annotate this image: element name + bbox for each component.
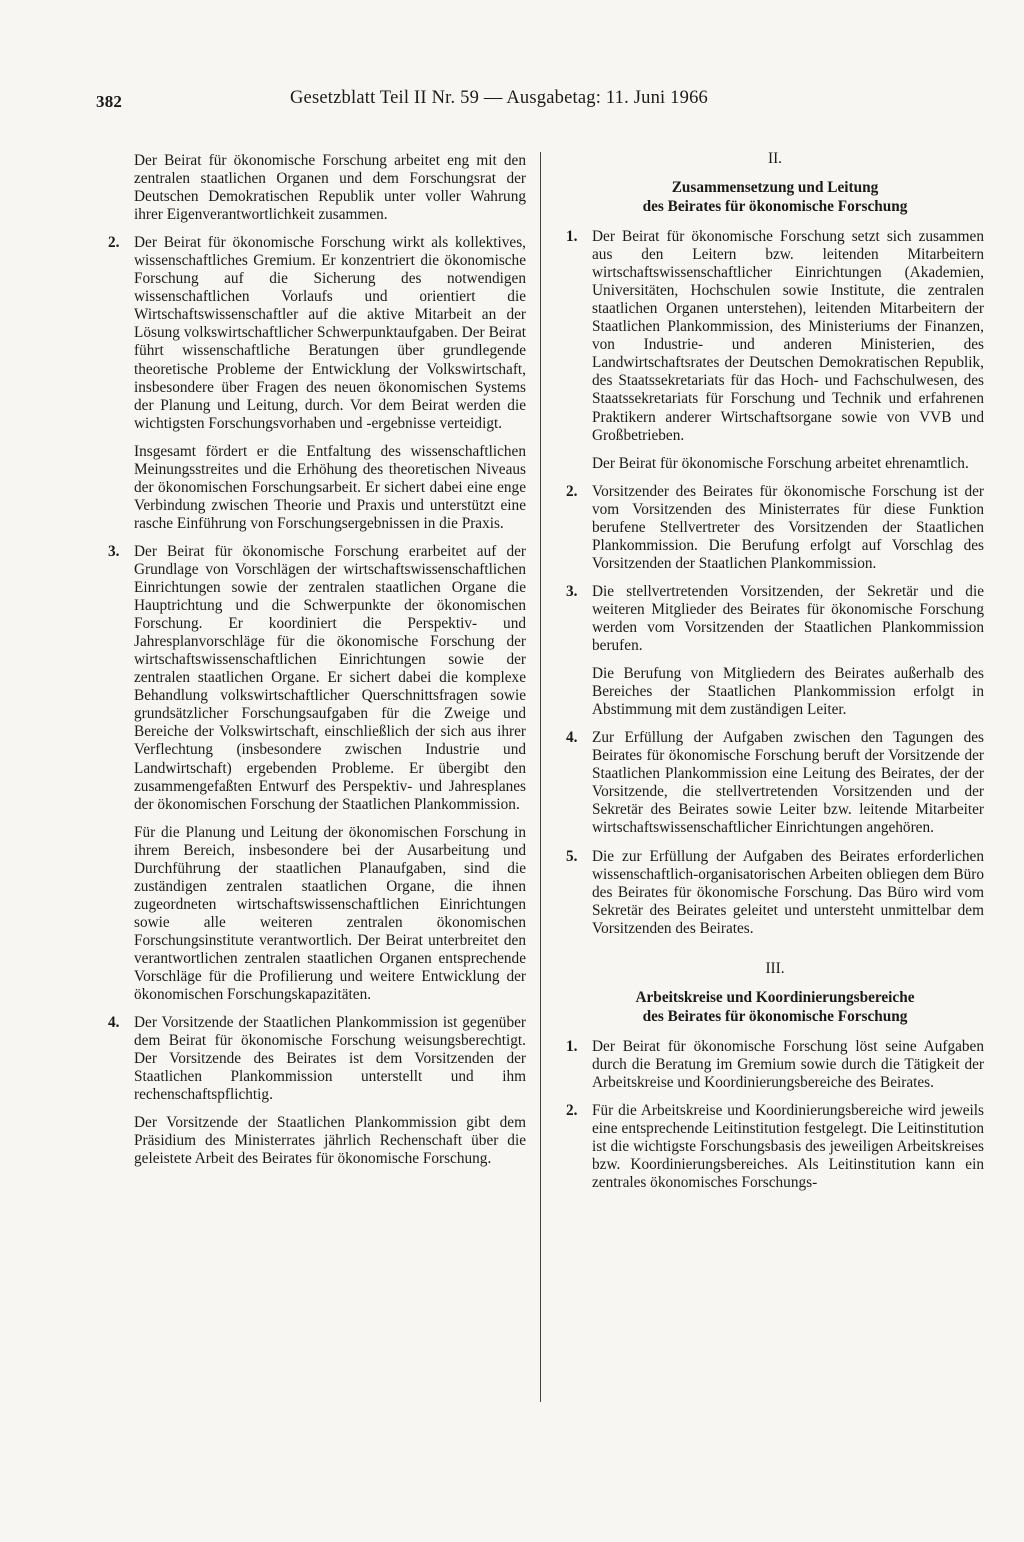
section-heading bbox=[566, 178, 984, 216]
paragraph: Vorsitzender des Beirates für ökonomische Forschung ist der vom Vorsitzenden des Ministerrates für diese Funktion berufene Stellvertreter des Vorsitzenden der Staatlichen Plankommission. Die Berufung erfolgt auf Vorschlag des Vorsitzenden der Staatlichen Plankommission. bbox=[592, 482, 984, 572]
section-number: II. bbox=[767, 150, 782, 167]
item-number: 5. bbox=[566, 847, 578, 865]
paragraph: Der Vorsitzende der Staatlichen Plankommission gibt dem Präsidium des Ministerrates jährlich Rechenschaft über die geleistete Arbeit des Beirates für ökonomische Forschung. bbox=[134, 1114, 526, 1168]
section-heading-line: des Beirates für ökonomische Forschung bbox=[642, 198, 908, 216]
paragraph: Insgesamt fördert er die Entfaltung des wissenschaftlichen Meinungsstreites und die Erhöhung des theoretischen Niveaus der ökonomischen Forschungsarbeit. Er sichert dabei eine enge Verbindung zwischen Theorie und Praxis und unterstützt eine rasche Einführung von Forschungsergebnissen in die Praxis. bbox=[134, 442, 526, 532]
right-item-5 bbox=[566, 848, 984, 938]
right-item-2 bbox=[566, 483, 984, 573]
item-number: 3. bbox=[108, 542, 120, 560]
left-item-4 bbox=[108, 1014, 526, 1168]
left-item-3 bbox=[108, 543, 526, 1004]
paragraph: Der Beirat für ökonomische Forschung löst seine Aufgaben durch die Beratung im Gremium sowie durch die Tätigkeit der Arbeitskreise und Koordinierungsbereiche des Beirates. bbox=[592, 1037, 984, 1091]
paragraph: Der Beirat für ökonomische Forschung arbeitet ehrenamtlich. bbox=[592, 454, 969, 472]
right-item-2 bbox=[566, 1102, 984, 1192]
item-number: 2. bbox=[566, 482, 578, 500]
page-number: 382 bbox=[96, 92, 123, 111]
item-number: 2. bbox=[108, 234, 120, 252]
paragraph: Die zur Erfüllung der Aufgaben des Beirates erforderlichen wissenschaftlich-organisatorischen Arbeiten obliegen dem Büro des Beirates für ökonomische Forschung. Das Büro wird vom Sekretär des Beirates geleitet und untersteht unmittelbar dem Vorsitzenden des Beirates. bbox=[592, 847, 984, 937]
right-item-3 bbox=[566, 583, 984, 719]
left-column bbox=[108, 152, 526, 1178]
paragraph: Der Beirat für ökonomische Forschung wirkt als kollektives, wissenschaftliches Gremium. Er konzentriert die ökonomische Forschung auf die Sicherung des notwendigen wissenschaftlichen Vorlaufs und orientiert die Wirtschaftswissenschaftler auf die aktive Mitarbeit an der Lösung volkswirtschaftlicher Schwerpunktaufgaben. Der Beirat führt wissenschaftliche Beratungen über grundlegende theoretische Probleme der Entwicklung der Volkswirtschaft, insbesondere über Fragen des neuen ökonomischen Systems der Planung und Leitung, durch. Vor dem Beirat werden die wichtigsten Forschungsvorhaben und -ergebnisse verteidigt. bbox=[134, 234, 526, 432]
item-number: 4. bbox=[108, 1014, 120, 1032]
right-item-1 bbox=[566, 228, 984, 473]
item-number: 1. bbox=[566, 1037, 578, 1055]
right-item-1 bbox=[566, 1038, 984, 1092]
section-heading-line: des Beirates für ökonomische Forschung bbox=[642, 1007, 908, 1025]
paragraph: Für die Arbeitskreise und Koordinierungsbereiche wird jeweils eine entsprechende Leitinstitution festgelegt. Die Leitinstitution ist die wichtigste Forschungsbasis des jeweiligen Arbeitskreises bzw. Koordinierungsbereiches. Als Leitinstitution kann ein zentrales ökonomisches Forschungs- bbox=[592, 1101, 984, 1192]
paragraph: Der Beirat für ökonomische Forschung erarbeitet auf der Grundlage von Vorschlägen der wirtschaftswissenschaftlichen Einrichtungen sowie der zentralen staatlichen Organe die Hauptrichtung und die Schwerpunkte der ökonomischen Forschung. Er koordiniert die Perspektiv- und Jahresplanvorschläge für die ökonomische Forschung der wirtschaftswissenschaftlichen Einrichtungen sowie der zentralen staatlichen Organe. Er sichert dabei die komplexe Behandlung volkswirtschaftlicher Querschnittsfragen sowie grundsätzlicher Forschungsaufgaben für die Zweige und Bereiche der Volkswirtschaft, einschließlich der sich aus ihrer Verflechtung (insbesondere zwischen Industrie und Landwirtschaft) ergebenden Probleme. Er übergibt den zusammengefaßten Entwurf des Perspektiv- und Jahresplanes der ökonomischen Forschung der Staatlichen Plankommission. bbox=[134, 542, 526, 813]
intro-paragraph: Der Beirat für ökonomische Forschung arbeitet eng mit den zentralen staatlichen Organen und dem Forschungsrat der Deutschen Demokratischen Republik unter voller Wahrung ihrer Eigenverantwortlichkeit zusammen. bbox=[134, 152, 526, 224]
paragraph: Für die Planung und Leitung der ökonomischen Forschung in ihrem Bereich, insbesondere bei der Ausarbeitung und Durchführung der staatlichen Planaufgaben, sind die zuständigen zentralen staatlichen Organe, die ihnen zugeordneten wirtschaftswissenschaftlichen Einrichtungen sowie alle weiteren zentralen ökonomischen Forschungsinstitute verantwortlich. Der Beirat unterbreitet den verantwortlichen zentralen staatlichen Organen entsprechende Vorschläge für die Profilierung und weitere Entwicklung der ökonomischen Forschungskapazitäten. bbox=[134, 823, 526, 1004]
column-divider bbox=[540, 152, 541, 1402]
item-number: 1. bbox=[566, 228, 578, 246]
item-number: 4. bbox=[566, 729, 578, 747]
left-item-2 bbox=[108, 234, 526, 533]
item-number: 3. bbox=[566, 582, 578, 600]
paragraph: Die stellvertretenden Vorsitzenden, der Sekretär und die weiteren Mitglieder des Beirates für ökonomische Forschung werden vom Vorsitzenden der Staatlichen Plankommission berufen. bbox=[592, 582, 984, 655]
item-number: 2. bbox=[566, 1101, 578, 1119]
section-heading-line: Arbeitskreise und Koordinierungsbereiche bbox=[635, 988, 915, 1006]
paragraph: Der Vorsitzende der Staatlichen Plankommission ist gegenüber dem Beirat für ökonomische Forschung weisungsberechtigt. Der Vorsitzende des Beirates ist dem Vorsitzenden der Staatlichen Plankommission unterstellt und ihm rechenschaftspflichtig. bbox=[134, 1014, 526, 1104]
section-number: III. bbox=[765, 959, 785, 977]
section-heading-line: Zusammensetzung und Leitung bbox=[671, 179, 879, 197]
page-header bbox=[96, 86, 786, 116]
paragraph: Zur Erfüllung der Aufgaben zwischen den Tagungen des Beirates für ökonomische Forschung beruft der Vorsitzende der Staatlichen Plankommission eine Leitung des Beirates, der der Vorsitzende, die stellvertretenden Vorsitzenden und der Sekretär des Beirates sowie Leiter bzw. leitende Mitarbeiter wirtschaftswissenschaftlicher Einrichtungen angehören. bbox=[592, 729, 984, 837]
section-heading bbox=[566, 988, 984, 1026]
paragraph: Die Berufung von Mitgliedern des Beirates außerhalb des Bereiches der Staatlichen Plankommission erfolgt in Abstimmung mit dem zuständigen Leiter. bbox=[592, 665, 984, 719]
publication-title: Gesetzblatt Teil II Nr. 59 — Ausgabetag: 11. Juni 1966 bbox=[290, 88, 708, 108]
right-column bbox=[566, 150, 984, 1202]
paragraph: Der Beirat für ökonomische Forschung setzt sich zusammen aus den Leitern bzw. leitenden Mitarbeitern wirtschaftswissenschaftlicher Einrichtungen (Akademien, Universitäten, Hochschulen sowie Institute, die zentralen staatlichen Organen unterstehen), leitenden Mitarbeitern der Staatlichen Plankommission, des Ministeriums der Finanzen, von Industrie- und anderen Ministerien, des Landwirtschaftsrates der Deutschen Demokratischen Republik, des Staatssekretariats für das Hoch- und Fachschulwesen, des Staatssekretariats für Forschung und Technik und erfahrenen Praktikern anderer Wirtschaftsorgane sowie von VVB und Großbetrieben. bbox=[592, 228, 984, 444]
right-item-4 bbox=[566, 729, 984, 837]
